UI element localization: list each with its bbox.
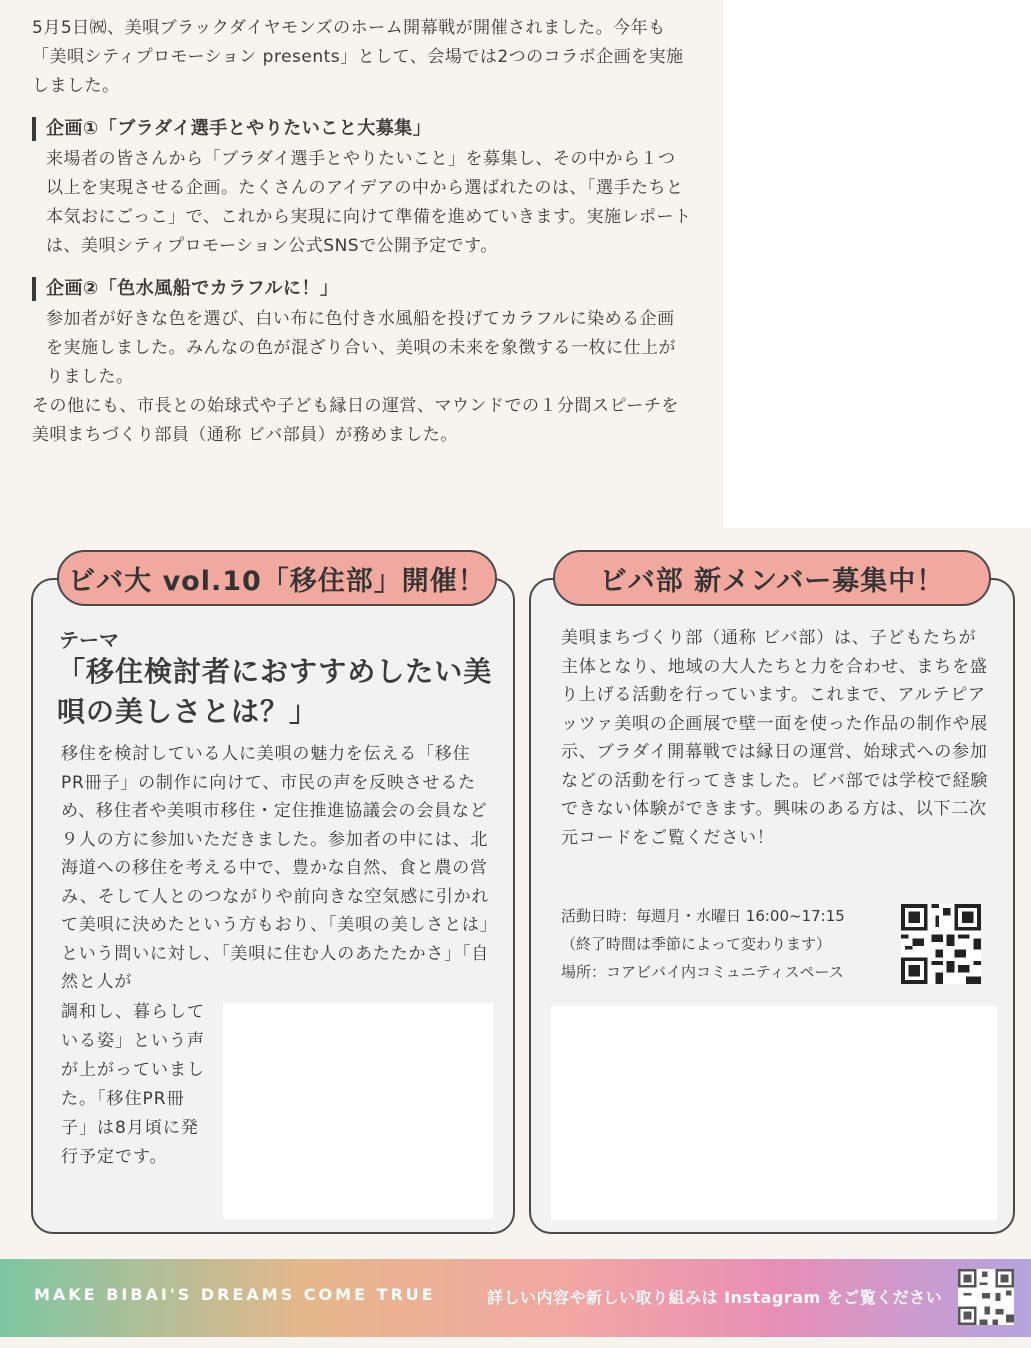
section-1-heading: 企画①「ブラダイ選手とやりたいこと大募集」 bbox=[32, 117, 692, 141]
section-2 bbox=[32, 277, 692, 392]
section-1-body: 来場者の皆さんから「ブラダイ選手とやりたいこと」を募集し、その中から１つ以上を実現させる企画。たくさんのアイデアの中から選ばれたのは、「選手たちと本気おにごっこ」で、これから実現に向けて準備を進めていきます。実施レポートは、美唄シティプロモーション公式SNSで公開予定です。 bbox=[46, 149, 692, 256]
footer-slogan: MAKE BIBAI'S DREAMS COME TRUE bbox=[34, 1285, 436, 1304]
iju-bu-body: 移住を検討している人に美唄の魅力を伝える「移住PR冊子」の制作に向けて、市民の声を反映させるため、移住者や美唄市移住・定住推進協議会の会員など９人の方に参加いただきました。参加者の中には、北海道への移住を考える中で、豊かな自然、食と農の営み、そして人とのつながりや前向きな空気感に引かれて美唄に決めたという方もおり、「美唄の美しさとは」という問いに対し、「美唄に住む人のあたたかさ」「自然と人が bbox=[61, 744, 490, 992]
event-photo-placeholder bbox=[223, 1003, 493, 1219]
biba-bu-body: 美唄まちづくり部（通称 ビバ部）は、子どもたちが主体となり、地域の大人たちと力を合わせ、まちを盛り上げる活動を行っています。これまで、アルテピアッツァ美唄の企画展で壁一面を使った作品の制作や展示、ブラダイ開幕戦では縁日の運営、始球式への参加などの活動を行ってきました。ビバ部では学校で経験できない体験ができます。興味のある方は、以下二次元コードをご覧ください！ bbox=[561, 628, 989, 848]
activity-schedule-note: （終了時間は季節によって変わります） bbox=[561, 935, 832, 953]
article-closing: その他にも、市長との始球式や子ども縁日の運営、マウンドでの１分間スピーチを美唄まちづくり部員（通称 ビバ部員）が務めました。 bbox=[32, 396, 679, 445]
theme-title: 「移住検討者におすすめしたい美唄の美しさとは？」 bbox=[57, 655, 493, 728]
qr-code-icon[interactable] bbox=[901, 904, 981, 984]
footer-banner bbox=[0, 1259, 1031, 1337]
activity-info bbox=[561, 902, 845, 986]
section-2-heading: 企画②「色水風船でカラフルに！」 bbox=[32, 277, 692, 301]
iju-bu-body-tail: 調和し、暮らしている姿」という声が上がっていました。「移住PR冊子」は8月頃に発行予定です。 bbox=[61, 1002, 205, 1167]
footer-instagram-text[interactable]: 詳しい内容や新しい取り組みは Instagram をご覧ください bbox=[487, 1288, 943, 1307]
iju-bu-title: ビバ大 vol.10「移住部」開催！ bbox=[57, 550, 497, 606]
activity-schedule: 活動日時：毎週月・水曜日 16:00~17:15 bbox=[561, 907, 845, 925]
section-1 bbox=[32, 117, 692, 261]
article-intro: 5月5日㈷、美唄ブラックダイヤモンズのホーム開幕戦が開催されました。今年も「美唄シティプロモーション presents」として、会場では2つのコラボ企画を実施しました。 bbox=[32, 18, 684, 96]
iju-bu-card bbox=[31, 565, 515, 1234]
section-2-body: 参加者が好きな色を選び、白い布に色付き水風船を投げてカラフルに染める企画を実施しました。みんなの色が混ざり合い、美唄の未来を象徴する一枚に仕上がりました。 bbox=[46, 309, 676, 387]
instagram-qr-code-icon[interactable] bbox=[958, 1269, 1014, 1325]
activity-place: 場所：コアビバイ内コミュニティスペース bbox=[561, 963, 844, 981]
biba-bu-title: ビバ部 新メンバー募集中！ bbox=[553, 550, 991, 606]
event-article bbox=[32, 14, 692, 450]
biba-bu-card bbox=[529, 565, 1015, 1234]
biba-bu-photo-placeholder bbox=[551, 1006, 997, 1220]
top-right-blank bbox=[723, 0, 1031, 528]
theme-label: テーマ bbox=[59, 628, 119, 652]
